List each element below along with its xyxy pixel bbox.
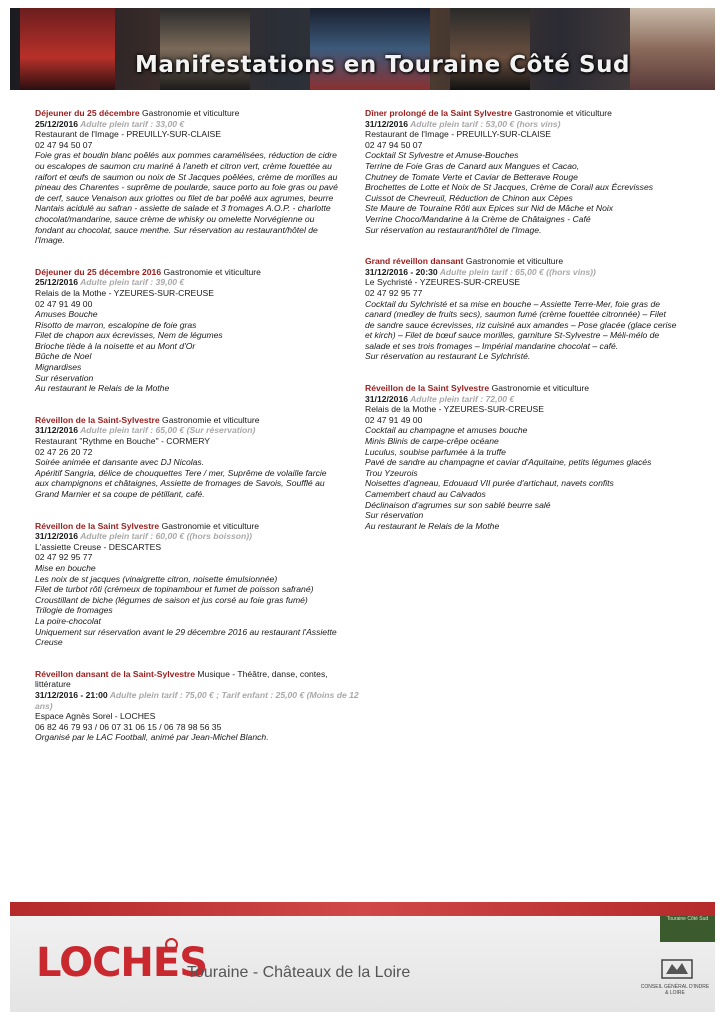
event-title: Réveillon de la Saint Sylvestre	[365, 383, 490, 394]
footer-tagline: Touraine - Châteaux de la Loire	[187, 964, 411, 981]
description-line: de sandre sauce écrevisses, riz cuisiné aux amandes – Pose glacée (glace cerise	[365, 319, 677, 330]
description-line: Mignardises	[35, 362, 82, 373]
description-line: Croustillant de biche (légumes de saison et jus corsé au foie gras fumé)	[35, 594, 308, 605]
description-line: Cuissot de Chevreuil, Réduction de Chinon aux Cèpes	[365, 192, 573, 203]
event-venue: Relais de la Mothe - YZEURES-SUR-CREUSE	[365, 404, 544, 415]
event-description	[35, 150, 360, 245]
loches-logo: LOCHES	[36, 940, 208, 986]
description-line: La poire-chocolat	[35, 615, 101, 626]
description-line: Sur réservation	[365, 510, 424, 521]
description-line: Filet de chapon aux écrevisses, Nem de légumes	[35, 330, 223, 341]
description-line: Verrine Choco/Mandarine à la Crème de Châtaignes - Café	[365, 213, 591, 224]
event-price: Adulte plein tarif : 75,00 € ; Tarif enfant : 25,00 € (Moins de 12 ans)	[35, 689, 359, 711]
event-category: Musique - Théâtre, danse, contes, littérature	[35, 668, 328, 690]
council-name: CONSEIL GÉNÉRAL D'INDRE & LOIRE	[640, 984, 710, 996]
event-entry	[35, 415, 360, 500]
description-line: Risotto de marron, escalopine de foie gras	[35, 319, 197, 330]
event-date: 31/12/2016	[365, 393, 409, 404]
footer	[10, 916, 715, 1012]
event-entry	[35, 521, 360, 648]
event-phone: 02 47 94 50 07	[365, 139, 423, 150]
event-date-line	[365, 119, 695, 130]
event-entry	[35, 108, 360, 246]
event-heading	[35, 415, 360, 426]
description-line: Pavé de sandre au champagne et caviar d'Aquitaine, petits légumes glacés	[365, 457, 652, 468]
event-date: 31/12/2016	[365, 118, 409, 129]
actors-photo	[630, 8, 715, 90]
event-venue: Restaurant de l'Image - PREUILLY-SUR-CLAISE	[35, 129, 222, 140]
event-venue: Restaurant "Rythme en Bouche" - CORMERY	[35, 436, 211, 447]
event-date-line	[35, 531, 360, 542]
event-entry	[365, 108, 695, 235]
event-date: 31/12/2016 - 21:00	[35, 689, 108, 700]
description-line: Brochettes de Lotte et Noix de St Jacques, Crème de Corail aux Écrevisses	[365, 182, 654, 193]
event-category: Gastronomie et viticulture	[512, 108, 612, 118]
event-entry	[35, 267, 360, 394]
description-line: pineau des Charentes - suprême de poularde, sauce porto au foie gras ou pavé	[35, 182, 338, 193]
description-line: Ste Maure de Touraine Rôti aux Epices sur Nid de Mâche et Noix	[365, 203, 614, 214]
description-line: Organisé par le LAC Football, animé par Jean-Michel Blanch.	[35, 732, 269, 743]
event-title: Déjeuner du 25 décembre 2016	[35, 266, 162, 277]
description-line: Nantais acidulé au safran - assiette de salade et 3 fromages A.O.P. - charlotte	[35, 203, 331, 214]
event-description	[365, 425, 695, 531]
description-line: Au restaurant le Relais de la Mothe	[35, 383, 170, 394]
event-title: Réveillon dansant de la Saint-Sylvestre	[35, 668, 195, 679]
event-date: 31/12/2016 - 20:30	[365, 266, 438, 277]
description-line: Trou Yzeurois	[365, 467, 418, 478]
event-title: Dîner prolongé de la Saint Sylvestre	[365, 108, 513, 118]
description-line: Luculus, soubise parfumée à la truffe	[365, 446, 506, 457]
event-title: Grand réveillon dansant	[365, 256, 464, 267]
event-price: Adulte plein tarif : 39,00 €	[78, 277, 185, 288]
event-date-line	[365, 267, 695, 278]
description-line: Déclinaison d'agrumes sur son sablé beurre salé	[365, 499, 551, 510]
description-line: l'Image.	[35, 235, 65, 246]
description-line: Camembert chaud au Calvados	[365, 489, 486, 499]
description-line: Cocktail du Sylchristé et sa mise en bouche – Assiette Terre-Mer, foie gras de	[365, 298, 661, 309]
description-line: aux champignons et châtaignes, Assiette de fromages de Savois, Soufflé au	[35, 478, 325, 489]
description-line: Soirée animée et dansante avec DJ Nicolas.	[35, 457, 205, 468]
event-date-line	[35, 119, 360, 130]
description-line: de cerf, sauce Venaison aux griottes ou filet de bar poêlé aux agrumes, beurre	[35, 192, 334, 203]
event-description	[35, 309, 360, 394]
corner-badge	[660, 916, 715, 942]
description-line: Grand Marnier et sa coupe de pétillant, café.	[35, 489, 205, 499]
description-line: raifort et œufs de saumon ou noix de St Jacques poêlées, crème de morilles au	[35, 171, 338, 182]
event-category: Gastronomie et viticulture	[139, 108, 240, 118]
event-heading	[365, 383, 695, 394]
event-description	[35, 457, 360, 499]
description-line: Cocktail au champagne et amuses bouche	[365, 425, 528, 436]
event-heading	[365, 256, 695, 267]
event-entry	[365, 256, 695, 362]
event-date: 25/12/2016	[35, 118, 79, 129]
event-description	[35, 732, 360, 743]
event-heading	[365, 108, 695, 119]
description-line: ou escalopes de saumon cru mariné à l'aneth et citron vert, crème fouettée au	[35, 160, 332, 171]
event-title: Déjeuner du 25 décembre	[35, 108, 140, 118]
description-line: Sur réservation au restaurant/hôtel de l'Image.	[365, 224, 542, 235]
performers-photo	[20, 8, 115, 90]
description-line: Foie gras et boudin blanc poêlés aux pommes caramélisées, réduction de cidre	[35, 150, 337, 161]
description-line: salade et ses trois fromages – Impérial mandarine chocolat – café.	[365, 340, 619, 351]
event-category: Gastronomie et viticulture	[159, 520, 260, 531]
banner-title: Manifestations en Touraine Côté Sud	[135, 52, 630, 78]
description-line: Brioche tiède à la noisette et au Mont d'Or	[35, 340, 196, 351]
event-heading	[35, 521, 360, 532]
event-date-line	[365, 394, 695, 405]
event-heading	[35, 108, 360, 119]
event-category: Gastronomie et viticulture	[463, 256, 564, 267]
event-category: Gastronomie et viticulture	[161, 266, 261, 277]
event-phone: 02 47 91 49 00	[35, 298, 93, 309]
event-title: Réveillon de la Saint Sylvestre	[35, 520, 160, 531]
event-price: Adulte plein tarif : 60,00 € ((hors boisson))	[78, 531, 252, 542]
event-phone: 02 47 26 20 72	[35, 446, 93, 457]
description-line: Amuses Bouche	[35, 309, 98, 320]
description-line: canard (medley de fruits secs), saumon fumé (crème fouettée citronnée) – Filet	[365, 309, 666, 320]
description-line: Creuse	[35, 637, 63, 648]
description-line: Apéritif Sangria, délice de chouquettes Tere / mer, Suprême de volaille farcie	[35, 467, 327, 478]
description-line: Filet de turbot rôti (crémeux de topinambour et fumet de poisson safrané)	[35, 584, 314, 595]
event-phone: 06 82 46 79 93 / 06 07 31 06 15 / 06 78 98 56 35	[35, 721, 222, 732]
event-price: Adulte plein tarif : 33,00 €	[78, 118, 185, 129]
event-price: Adulte plein tarif : 72,00 €	[408, 393, 515, 404]
event-date-line	[35, 425, 360, 436]
header-banner	[10, 8, 715, 90]
footer-bar	[10, 902, 715, 916]
description-line: Cocktail St Sylvestre et Amuse-Bouches	[365, 150, 519, 161]
description-line: Au restaurant le Relais de la Mothe	[365, 520, 500, 531]
corner-text: Touraine Côté Sud	[666, 916, 709, 922]
event-heading	[35, 267, 360, 278]
event-date: 31/12/2016	[35, 531, 79, 542]
event-phone: 02 47 91 49 00	[365, 414, 423, 425]
event-venue: Espace Agnès Sorel - LOCHES	[35, 711, 156, 722]
event-entry	[365, 383, 695, 531]
event-date-line	[35, 690, 360, 711]
event-entry	[35, 669, 360, 743]
event-price: Adulte plein tarif : 53,00 € (hors vins)	[408, 118, 561, 129]
event-venue: Relais de la Mothe - YZEURES-SUR-CREUSE	[35, 287, 214, 298]
event-category: Gastronomie et viticulture	[489, 383, 590, 394]
event-phone: 02 47 94 50 07	[35, 139, 93, 150]
description-line: Minis Blinis de carpe-crêpe océane	[365, 436, 499, 447]
description-line: Noisettes d'agneau, Edouaud VII purée d'artichaut, navets confits	[365, 478, 614, 489]
description-line: Bûche de Noel	[35, 351, 92, 362]
event-price: Adulte plein tarif : 65,00 € ((hors vins))	[437, 266, 596, 277]
event-description	[365, 299, 695, 363]
event-venue: Restaurant de l'Image - PREUILLY-SUR-CLAISE	[365, 129, 552, 140]
event-date-line	[35, 277, 360, 288]
description-line: Sur réservation	[35, 372, 94, 383]
description-line: Les noix de st jacques (vinaigrette citron, noisette émulsionnée)	[35, 573, 278, 584]
council-emblem-icon	[660, 958, 694, 980]
left-column	[35, 108, 360, 743]
event-price: Adulte plein tarif : 65,00 € (Sur réservation)	[78, 425, 256, 436]
description-line: Terrine de Foie Gras de Canard aux Mangues et Cacao,	[365, 160, 580, 171]
event-category: Gastronomie et viticulture	[159, 414, 260, 425]
event-phone: 02 47 92 95 77	[365, 287, 423, 298]
description-line: Chutney de Tomate Verte et Caviar de Betterave Rouge	[365, 171, 578, 182]
description-line: et kirch) – Filet de bœuf sauce morilles, garniture St-Sylvestre – Méli-mélo de	[365, 330, 660, 341]
event-description	[365, 150, 695, 235]
event-heading	[35, 669, 360, 690]
description-line: chocolat/mandarine, sauce crème de whisky ou omelette Norvégienne ou	[35, 213, 315, 224]
description-line: Trilogie de fromages	[35, 605, 113, 616]
description-line: Uniquement sur réservation avant le 29 décembre 2016 au restaurant l'Assiette	[35, 626, 337, 637]
logo-dot	[165, 938, 178, 951]
event-venue: Le Sychristé - YZEURES-SUR-CREUSE	[365, 277, 521, 288]
event-description	[35, 563, 360, 648]
event-date: 31/12/2016	[35, 425, 79, 436]
event-phone: 02 47 92 95 77	[35, 552, 93, 563]
event-date: 25/12/2016	[35, 277, 79, 288]
description-line: Mise en bouche	[35, 562, 96, 573]
description-line: Sur réservation au restaurant Le Sylchristé.	[365, 351, 531, 362]
event-venue: L'assiette Creuse - DESCARTES	[35, 541, 162, 552]
right-column	[365, 108, 695, 531]
description-line: fondant au chocolat, sauce menthe. Sur réservation au restaurant/hôtel de	[35, 224, 318, 235]
event-title: Réveillon de la Saint-Sylvestre	[35, 414, 160, 425]
